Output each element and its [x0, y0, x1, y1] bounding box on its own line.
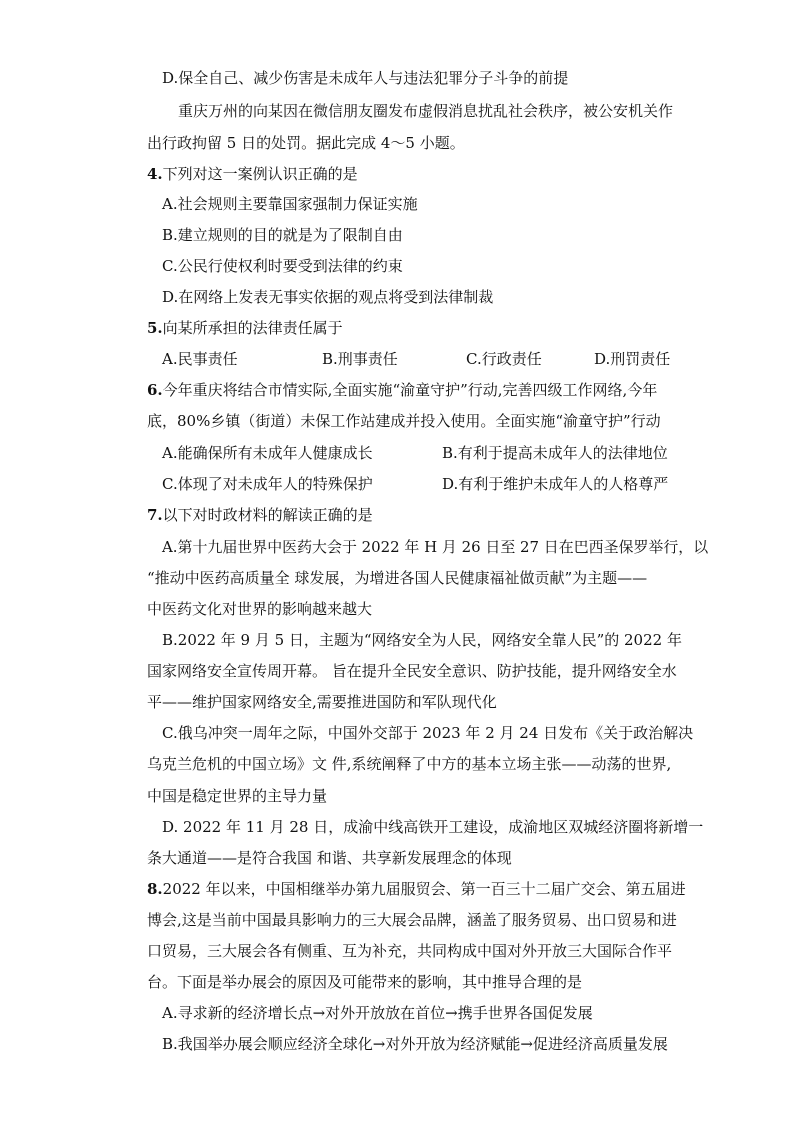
q8-stem-line-2: 博会,这是当前中国最具影响力的三大展会品牌，涵盖了服务贸易、出口贸易和进: [147, 911, 677, 929]
q6-stem-line-2: 底，80%乡镇（街道）未保工作站建成并投入使用。全面实施“渝童守护”行动: [147, 412, 661, 430]
q3-option-d: D.保全自己、减少伤害是未成年人与违法犯罪分子斗争的前提: [162, 69, 569, 87]
q5-number: 5.: [147, 319, 163, 337]
q8-stem-line-1: [147, 879, 686, 899]
q7-number: 7.: [147, 506, 163, 524]
q5-option-b: B.刑事责任: [322, 350, 398, 368]
q5-text: 向某所承担的法律责任属于: [162, 319, 343, 337]
q4-5-stem-line-2: 出行政拘留 5 日的处罚。据此完成 4～5 小题。: [147, 134, 465, 152]
q6-stem-line-1: [147, 380, 657, 400]
q6-text-1: 今年重庆将结合市情实际,全面实施“渝童守护”行动,完善四级工作网络,今年: [162, 381, 658, 399]
q7-text: 以下对时政材料的解读正确的是: [162, 506, 373, 524]
q4-option-b: B.建立规则的目的就是为了限制自由: [162, 226, 403, 244]
q4-stem: [147, 164, 358, 184]
q7-option-d-line-1: D. 2022 年 11 月 28 日，成渝中线高铁开工建设，成渝地区双城经济圈将新增一: [162, 818, 704, 836]
q7-option-b-line-2: 国家网络安全宣传周开幕。 旨在提升全民安全意识、防护技能，提升网络安全水: [147, 662, 677, 680]
q6-option-a: A.能确保所有未成年人健康成长: [162, 444, 373, 462]
q7-option-c-line-2: 乌克兰危机的中国立场》文 件,系统阐释了中方的基本立场主张——动荡的世界,: [147, 755, 672, 773]
q5-option-d: D.刑罚责任: [594, 350, 671, 368]
q7-stem: [147, 505, 373, 525]
q4-option-d: D.在网络上发表无事实依据的观点将受到法律制裁: [162, 288, 494, 306]
q7-option-a-line-1: A.第十九届世界中医药大会于 2022 年 H 月 26 日至 27 日在巴西圣保罗举行，以: [162, 538, 709, 556]
q7-option-d-line-2: 条大通道——是符合我国 和谐、共享新发展理念的体现: [147, 849, 512, 867]
q6-number: 6.: [147, 381, 163, 399]
q8-stem-line-3: 口贸易，三大展会各有侧重、互为补充，共同构成中国对外开放三大国际合作平: [147, 942, 673, 960]
q5-stem: [147, 318, 343, 338]
q4-option-c: C.公民行使权利时要受到法律的约束: [162, 257, 403, 275]
q7-option-a-line-3: 中医药文化对世界的影响越来越大: [147, 600, 373, 618]
q7-option-b-line-3: 平——维护国家网络安全,需要推进国防和军队现代化: [147, 693, 497, 711]
q4-text: 下列对这一案例认识正确的是: [162, 165, 358, 183]
q8-option-b: B.我国举办展会顺应经济全球化→对外开放为经济赋能→促进经济高质量发展: [162, 1035, 668, 1053]
q7-option-c-line-1: C.俄乌冲突一周年之际，中国外交部于 2023 年 2 月 24 日发布《关于政治解决: [162, 724, 694, 742]
q5-option-a: A.民事责任: [162, 350, 238, 368]
q4-5-stem-line-1: 重庆万州的向某因在微信朋友圈发布虚假消息扰乱社会秩序，被公安机关作: [178, 102, 674, 120]
q4-option-a: A.社会规则主要靠国家强制力保证实施: [162, 195, 418, 213]
q5-option-c: C.行政责任: [466, 350, 542, 368]
q8-text-1: 2022 年以来，中国相继举办第九届服贸会、第一百三十二届广交会、第五届进: [162, 880, 686, 898]
q6-option-c: C.体现了对未成年人的特殊保护: [162, 475, 373, 493]
q6-option-d: D.有利于维护未成年人的人格尊严: [442, 475, 669, 493]
q7-option-b-line-1: B.2022 年 9 月 5 日，主题为“网络安全为人民，网络安全靠人民”的 2022 年: [162, 631, 682, 649]
q7-option-a-line-2: “推动中医药高质量全 球发展，为增进各国人民健康福祉做贡献”为主题——: [147, 569, 648, 587]
q6-option-b: B.有利于提高未成年人的法律地位: [442, 444, 668, 462]
q8-number: 8.: [147, 880, 163, 898]
q8-stem-line-4: 台。下面是举办展会的原因及可能带来的影响，其中推导合理的是: [147, 973, 583, 991]
q4-number: 4.: [147, 165, 163, 183]
q7-option-c-line-3: 中国是稳定世界的主导力量: [147, 787, 328, 805]
q8-option-a: A.寻求新的经济增长点→对外开放放在首位→携手世界各国促发展: [162, 1004, 593, 1022]
